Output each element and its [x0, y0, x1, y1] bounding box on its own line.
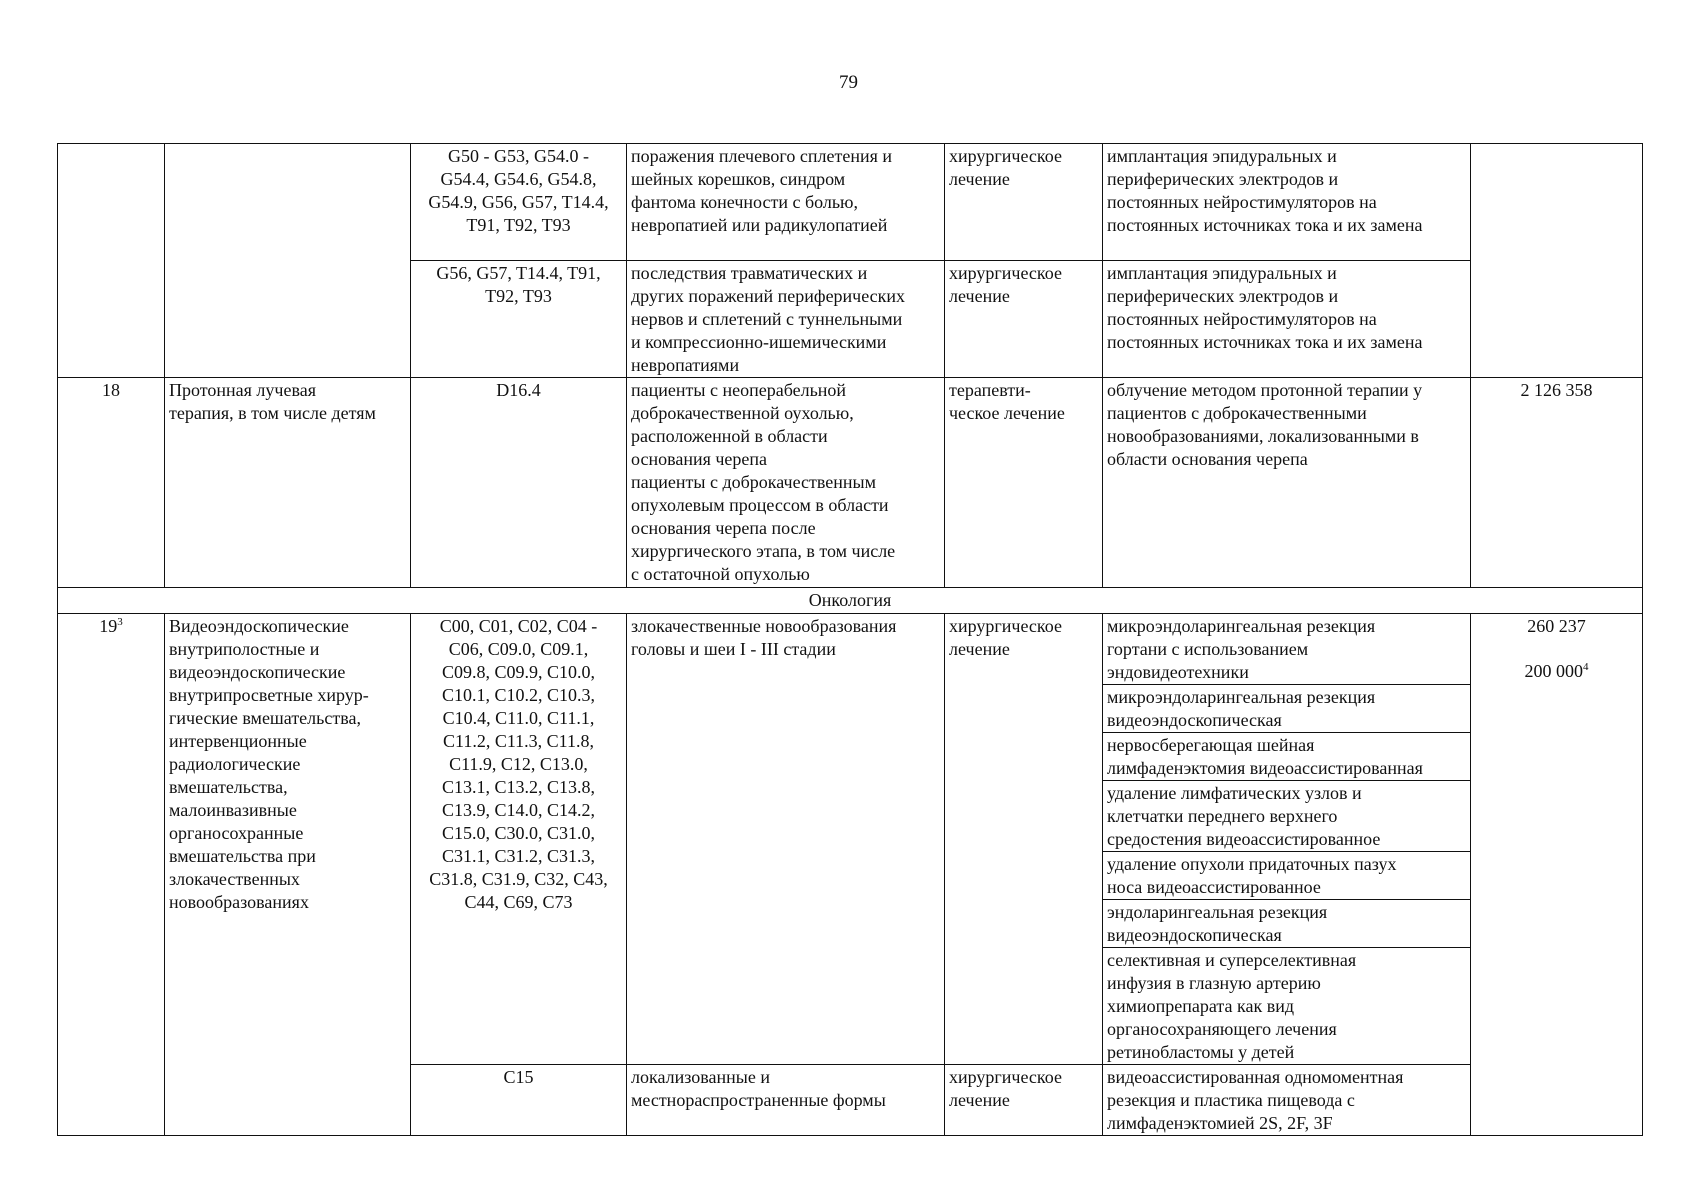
text-line: новообразованиях	[169, 892, 309, 912]
text-line: опухолевым процессом в области	[631, 495, 889, 515]
text-line: G50 - G53, G54.0 -	[448, 146, 589, 166]
text-line: вмешательства при	[169, 846, 316, 866]
text-line: Протонная лучевая	[169, 380, 316, 400]
icd-codes-cell	[411, 144, 627, 261]
text-line: хирургического этапа, в том числе	[631, 541, 896, 561]
text-line: местнораспространенные формы	[631, 1090, 886, 1110]
text-line: расположенной в области	[631, 426, 828, 446]
section-title: Онкология	[58, 588, 1643, 614]
text-line: инфузия в глазную артерию	[1107, 973, 1321, 993]
text-line: злокачественные новообразования	[631, 616, 897, 636]
text-line: периферических электродов и	[1107, 169, 1339, 189]
text-line: последствия травматических и	[631, 263, 868, 283]
text-line: терапевти-	[949, 380, 1031, 400]
text-line: внутриполостные и	[169, 639, 320, 659]
text-line: пациенты с неоперабельной	[631, 380, 847, 400]
table-row	[58, 378, 1643, 588]
text-line: локализованные и	[631, 1067, 770, 1087]
patient-model-cell	[627, 378, 945, 588]
text-line: ретинобластомы у детей	[1107, 1042, 1295, 1062]
treatment-type-cell	[945, 614, 1103, 1065]
text-line: лечение	[949, 286, 1010, 306]
patient-model-cell	[627, 1065, 945, 1136]
text-line: хирургическое	[949, 263, 1062, 283]
text-line: доброкачественной оухолью,	[631, 403, 854, 423]
treatment-type-cell	[945, 378, 1103, 588]
text-line: гортани с использованием	[1107, 639, 1309, 659]
text-line: пациенты с доброкачественным	[631, 472, 876, 492]
text-line: T92, T93	[485, 286, 552, 306]
row-number-cell	[58, 614, 165, 1136]
text-line: C44, C69, C73	[464, 892, 573, 912]
text-line: постоянных нейростимуляторов на	[1107, 192, 1377, 212]
footnote-marker: 4	[1583, 661, 1589, 673]
text-line: хирургическое	[949, 1067, 1062, 1087]
text-line: основания черепа после	[631, 518, 816, 538]
price-secondary-number: 200 000	[1524, 661, 1583, 681]
text-line: гические вмешательства,	[169, 708, 361, 728]
text-line: невропатией или радикулопатией	[631, 215, 888, 235]
row-number-cell	[58, 144, 165, 378]
patient-model-cell	[627, 144, 945, 261]
icd-codes-cell	[411, 378, 627, 588]
text-line: новообразованиями, локализованными в	[1107, 426, 1419, 446]
service-name-cell	[165, 144, 411, 378]
text-line: лечение	[949, 1090, 1010, 1110]
treatment-method-cell	[1103, 685, 1471, 733]
text-line: удаление лимфатических узлов и	[1107, 783, 1362, 803]
text-line: вмешательства,	[169, 777, 288, 797]
treatment-method-cell	[1103, 948, 1471, 1065]
price-cell	[1471, 144, 1643, 378]
patient-model-cell	[627, 614, 945, 1065]
text-line: C10.1, C10.2, C10.3,	[441, 685, 596, 705]
text-line: органосохраняющего лечения	[1107, 1019, 1337, 1039]
text-line: C15.0, C30.0, C31.0,	[441, 823, 596, 843]
text-line: шейных корешков, синдром	[631, 169, 846, 189]
text-line: Видеоэндоскопические	[169, 616, 349, 636]
text-line: органосохранные	[169, 823, 304, 843]
treatment-method-cell	[1103, 1065, 1471, 1136]
text-line: эндовидеотехники	[1107, 662, 1249, 682]
treatment-method-cell	[1103, 144, 1471, 261]
text-line: химиопрепарата как вид	[1107, 996, 1294, 1016]
text-line: лечение	[949, 639, 1010, 659]
text-line: ческое лечение	[949, 403, 1065, 423]
text-line: C31.1, C31.2, C31.3,	[441, 846, 596, 866]
text-line: области основания черепа	[1107, 449, 1308, 469]
text-line: резекция и пластика пищевода с	[1107, 1090, 1355, 1110]
price-value: 260 237	[1527, 616, 1586, 636]
text-line: хирургическое	[949, 146, 1062, 166]
treatment-method-cell	[1103, 781, 1471, 852]
text-line: видеоэндоскопические	[169, 662, 346, 682]
medical-services-table	[57, 143, 1643, 1136]
row-number-cell: 18	[58, 378, 165, 588]
text-line: C13.1, C13.2, C13.8,	[441, 777, 596, 797]
text-line: малоинвазивные	[169, 800, 297, 820]
text-line: C09.8, C09.9, C10.0,	[441, 662, 596, 682]
price-cell: 2 126 358	[1471, 378, 1643, 588]
treatment-type-cell	[945, 1065, 1103, 1136]
row-number: 19	[99, 616, 118, 636]
text-line: нервов и сплетений с туннельными	[631, 309, 903, 329]
section-header-row	[58, 588, 1643, 614]
text-line: пациентов с доброкачественными	[1107, 403, 1367, 423]
table-row	[58, 614, 1643, 685]
text-line: селективная и суперселективная	[1107, 950, 1357, 970]
treatment-method-cell	[1103, 261, 1471, 378]
text-line: нервосберегающая шейная	[1107, 735, 1315, 755]
page-number: 79	[839, 72, 858, 93]
text-line: удаление опухоли придаточных пазух	[1107, 854, 1397, 874]
footnote-marker: 3	[117, 616, 123, 628]
text-line: T91, T92, T93	[466, 215, 571, 235]
service-name-cell	[165, 614, 411, 1136]
text-line: лечение	[949, 169, 1010, 189]
text-line: видеоэндоскопическая	[1107, 710, 1282, 730]
text-line: C31.8, C31.9, C32, C43,	[429, 869, 608, 889]
text-line: C10.4, C11.0, C11.1,	[442, 708, 595, 728]
text-line: G56, G57, T14.4, T91,	[436, 263, 601, 283]
service-name-cell	[165, 378, 411, 588]
text-line: основания черепа	[631, 449, 768, 469]
icd-codes-cell	[411, 261, 627, 378]
text-line: постоянных источниках тока и их замена	[1107, 215, 1423, 235]
treatment-type-cell	[945, 261, 1103, 378]
treatment-method-cell	[1103, 852, 1471, 900]
treatment-method-cell	[1103, 614, 1471, 685]
text-line: поражения плечевого сплетения и	[631, 146, 892, 166]
text-line: внутрипросветные хирур-	[169, 685, 369, 705]
text-line: и компрессионно-ишемическими	[631, 332, 887, 352]
text-line: G54.4, G54.6, G54.8,	[440, 169, 597, 189]
text-line: периферических электродов и	[1107, 286, 1339, 306]
icd-codes-cell	[411, 614, 627, 1065]
text-line: C00, C01, C02, C04 -	[439, 616, 598, 636]
text-line: других поражений периферических	[631, 286, 906, 306]
text-line: C13.9, C14.0, C14.2,	[441, 800, 596, 820]
icd-codes-cell	[411, 1065, 627, 1136]
text-line: видеоассистированная одномоментная	[1107, 1067, 1404, 1087]
text-line: D16.4	[496, 380, 541, 400]
text-line: C15	[503, 1067, 534, 1087]
text-line: фантома конечности с болью,	[631, 192, 859, 212]
text-line: микроэндоларингеальная резекция	[1107, 687, 1376, 707]
treatment-method-cell	[1103, 900, 1471, 948]
text-line: имплантация эпидуральных и	[1107, 146, 1337, 166]
text-line: C11.2, C11.3, C11.8,	[442, 731, 594, 751]
patient-model-cell	[627, 261, 945, 378]
text-line: имплантация эпидуральных и	[1107, 263, 1337, 283]
treatment-method-cell	[1103, 733, 1471, 781]
text-line: постоянных нейростимуляторов на	[1107, 309, 1377, 329]
table-row	[58, 144, 1643, 261]
treatment-type-cell	[945, 144, 1103, 261]
text-line: носа видеоассистированное	[1107, 877, 1321, 897]
treatment-method-cell	[1103, 378, 1471, 588]
text-line: C06, C09.0, C09.1,	[448, 639, 589, 659]
text-line: C11.9, C12, C13.0,	[449, 754, 588, 774]
price-value-secondary	[1475, 660, 1638, 683]
text-line: радиологические	[169, 754, 301, 774]
text-line: с остаточной опухолью	[631, 564, 810, 584]
text-line: облучение методом протонной терапии у	[1107, 380, 1423, 400]
text-line: эндоларингеальная резекция	[1107, 902, 1328, 922]
text-line: хирургическое	[949, 616, 1062, 636]
text-line: лимфаденэктомия видеоассистированная	[1107, 758, 1423, 778]
text-line: средостения видеоассистированное	[1107, 829, 1381, 849]
text-line: микроэндоларингеальная резекция	[1107, 616, 1376, 636]
text-line: терапия, в том числе детям	[169, 403, 376, 423]
text-line: постоянных источниках тока и их замена	[1107, 332, 1423, 352]
text-line: клетчатки переднего верхнего	[1107, 806, 1338, 826]
text-line: G54.9, G56, G57, T14.4,	[428, 192, 609, 212]
text-line: невропатиями	[631, 355, 740, 375]
text-line: лимфаденэктомией 2S, 2F, 3F	[1107, 1113, 1333, 1133]
text-line: интервенционные	[169, 731, 307, 751]
text-line: головы и шеи I - III стадии	[631, 639, 836, 659]
text-line: видеоэндоскопическая	[1107, 925, 1282, 945]
text-line: злокачественных	[169, 869, 300, 889]
price-cell	[1471, 614, 1643, 1136]
